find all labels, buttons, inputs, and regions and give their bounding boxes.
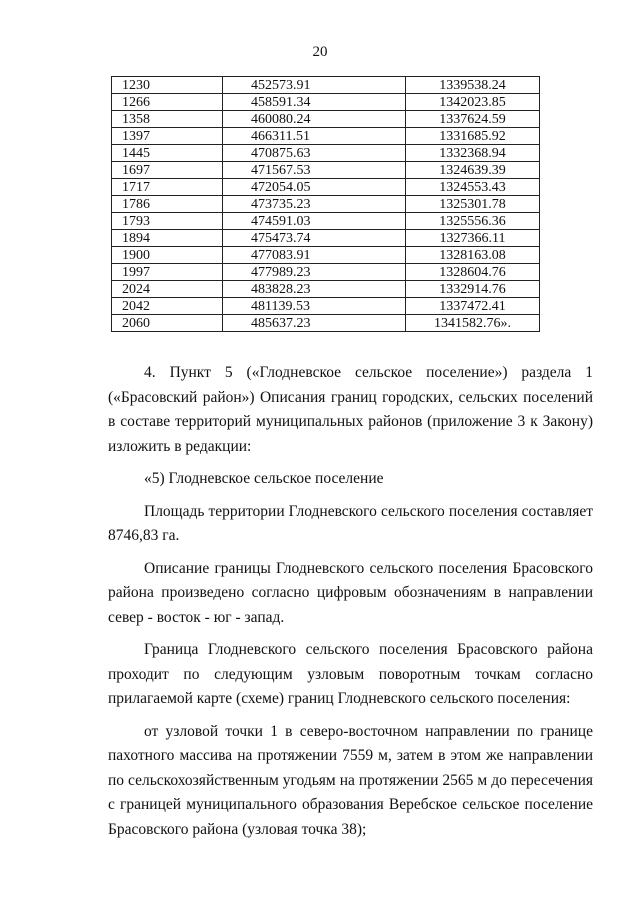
x-coordinate-cell: 474591.03: [223, 213, 406, 230]
table-row: [112, 298, 540, 315]
point-number-cell: 1397: [112, 128, 223, 145]
y-coordinate-cell: 1325556.36: [406, 213, 540, 230]
point-number-cell: 1793: [112, 213, 223, 230]
table-row: [112, 264, 540, 281]
x-coordinate-cell: 458591.34: [223, 94, 406, 111]
x-coordinate-cell: 477083.91: [223, 247, 406, 264]
table-row: [112, 111, 540, 128]
y-coordinate-cell: 1337472.41: [406, 298, 540, 315]
point-number-cell: 1894: [112, 230, 223, 247]
x-coordinate-cell: 477989.23: [223, 264, 406, 281]
table-row: [112, 230, 540, 247]
table-row: [112, 247, 540, 264]
table-row: [112, 77, 540, 94]
point-number-cell: 1230: [112, 77, 223, 94]
table-row: [112, 162, 540, 179]
x-coordinate-cell: 481139.53: [223, 298, 406, 315]
point-number-cell: 1445: [112, 145, 223, 162]
point-number-cell: 2042: [112, 298, 223, 315]
table-row: [112, 315, 540, 332]
x-coordinate-cell: 452573.91: [223, 77, 406, 94]
paragraph-area: Площадь территории Глодневского сельского поселения составляет 8746,83 га.: [108, 502, 593, 544]
paragraph-section-heading: «5) Глодневское сельское поселение: [144, 470, 384, 487]
page-number: 20: [312, 44, 328, 60]
x-coordinate-cell: 473735.23: [223, 196, 406, 213]
point-number-cell: 1786: [112, 196, 223, 213]
table-row: [112, 196, 540, 213]
paragraph-amendment: 4. Пункт 5 («Глодневское сельское поселение») раздела 1 («Брасовский район») Описания границ городских, сельских поселений в составе территорий муниципальных районов (приложение 3 к Закону) изложить в редакции:: [108, 364, 593, 455]
y-coordinate-cell: 1331685.92: [406, 128, 540, 145]
point-number-cell: 1358: [112, 111, 223, 128]
point-number-cell: 1697: [112, 162, 223, 179]
y-coordinate-cell: 1332914.76: [406, 281, 540, 298]
y-coordinate-cell: 1337624.59: [406, 111, 540, 128]
y-coordinate-cell: 1342023.85: [406, 94, 540, 111]
paragraph-description: Описание границы Глодневского сельского поселения Брасовского района произведено согласно цифровым обозначениям в направлении север - восток - юг - запад.: [108, 559, 593, 626]
table-row: [112, 179, 540, 196]
x-coordinate-cell: 472054.05: [223, 179, 406, 196]
point-number-cell: 1717: [112, 179, 223, 196]
y-coordinate-cell: 1341582.76».: [406, 315, 540, 332]
point-number-cell: 2060: [112, 315, 223, 332]
table-row: [112, 281, 540, 298]
x-coordinate-cell: 466311.51: [223, 128, 406, 145]
y-coordinate-cell: 1328604.76: [406, 264, 540, 281]
point-number-cell: 2024: [112, 281, 223, 298]
y-coordinate-cell: 1325301.78: [406, 196, 540, 213]
table-row: [112, 145, 540, 162]
point-number-cell: 1266: [112, 94, 223, 111]
x-coordinate-cell: 470875.63: [223, 145, 406, 162]
table-row: [112, 213, 540, 230]
y-coordinate-cell: 1339538.24: [406, 77, 540, 94]
x-coordinate-cell: 471567.53: [223, 162, 406, 179]
paragraph-route: от узловой точки 1 в северо-восточном направлении по границе пахотного массива на протяжении 7559 м, затем в этом же направлении по сельскохозяйственным угодьям на протяжении 2565 м до пересечения с границей муниципального образования Веребское сельское поселение Брасовского района (узловая точка 38);: [108, 722, 593, 838]
table-row: [112, 94, 540, 111]
x-coordinate-cell: 483828.23: [223, 281, 406, 298]
point-number-cell: 1997: [112, 264, 223, 281]
document-body: [108, 361, 593, 850]
x-coordinate-cell: 485637.23: [223, 315, 406, 332]
y-coordinate-cell: 1332368.94: [406, 145, 540, 162]
paragraph-boundary: Граница Глодневского сельского поселения Брасовского района проходит по следующим узловым поворотным точкам согласно прилагаемой карте (схеме) границ Глодневского сельского поселения:: [108, 641, 593, 707]
coordinates-table: [111, 76, 540, 332]
y-coordinate-cell: 1328163.08: [406, 247, 540, 264]
x-coordinate-cell: 460080.24: [223, 111, 406, 128]
table-row: [112, 128, 540, 145]
y-coordinate-cell: 1324553.43: [406, 179, 540, 196]
x-coordinate-cell: 475473.74: [223, 230, 406, 247]
y-coordinate-cell: 1327366.11: [406, 230, 540, 247]
point-number-cell: 1900: [112, 247, 223, 264]
y-coordinate-cell: 1324639.39: [406, 162, 540, 179]
